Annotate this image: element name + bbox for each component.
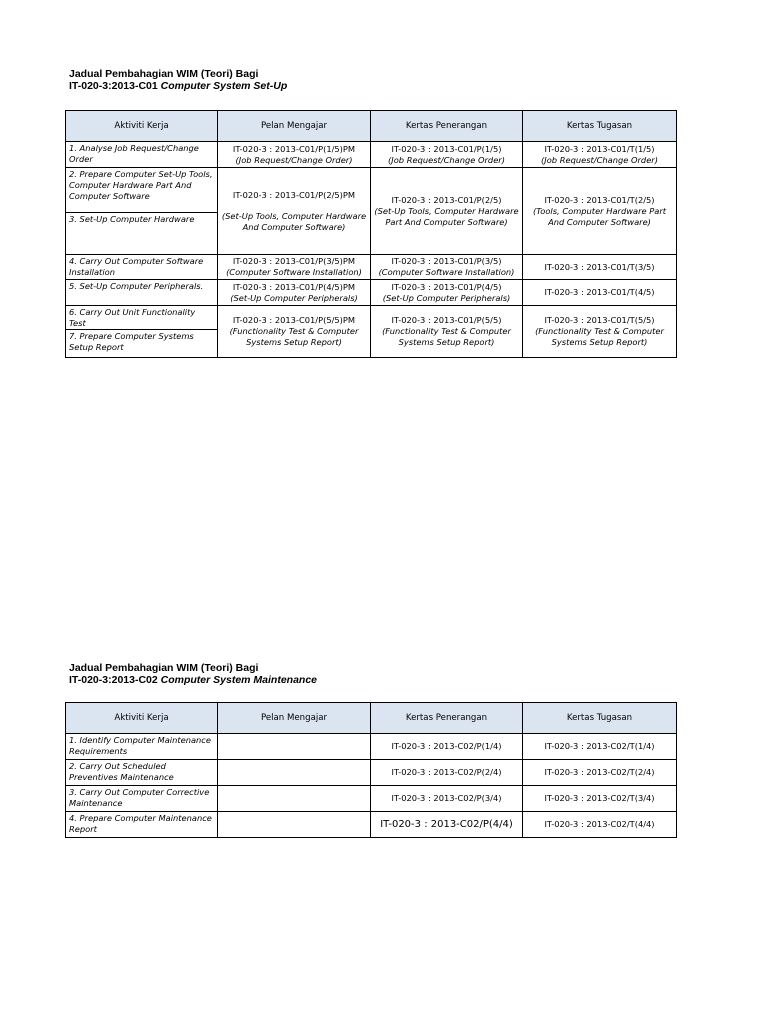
tugasan-code: IT-020-3 : 2013-C01/T(1/5) [544, 143, 655, 154]
pelan-cell [218, 786, 371, 812]
penerangan-cell [371, 168, 523, 255]
activity-cell: 1. Identify Computer Maintenance Requirements [66, 734, 218, 760]
activity-cell: 1. Analyse Job Request/Change Order [66, 142, 218, 168]
pelan-desc: (Job Request/Change Order) [235, 154, 353, 165]
section-1-title: Jadual Pembahagian WIM (Teori) Bagi [69, 68, 259, 80]
penerangan-cell [371, 142, 523, 168]
activity-cell: 4. Prepare Computer Maintenance Report [66, 812, 218, 838]
penerangan-desc: (Set-Up Tools, Computer Hardware Part And Computer Software) [374, 205, 519, 227]
table-header-row [66, 703, 677, 734]
activity-cell: 2. Prepare Computer Set-Up Tools, Computer Hardware Part And Computer Software [66, 168, 218, 213]
penerangan-cell: IT-020-3 : 2013-C02/P(3/4) [371, 786, 523, 812]
tugasan-code: IT-020-3 : 2013-C01/T(2/5) [544, 194, 655, 205]
penerangan-code: IT-020-3 : 2013-C01/P(3/5) [391, 256, 502, 266]
pelan-code: IT-020-3 : 2013-C01/P(4/5)PM [232, 281, 356, 292]
tugasan-cell [523, 168, 677, 255]
penerangan-desc: (Job Request/Change Order) [388, 154, 505, 165]
section-1-table [65, 110, 677, 358]
header-tugasan: Kertas Tugasan [523, 111, 677, 142]
penerangan-desc: (Set-Up Computer Peripherals) [382, 292, 511, 303]
header-aktiviti: Aktiviti Kerja [66, 703, 218, 734]
pelan-cell [218, 306, 371, 358]
tugasan-cell: IT-020-3 : 2013-C02/T(1/4) [523, 734, 677, 760]
tugasan-desc: (Tools, Computer Hardware Part And Computer Software) [533, 205, 666, 227]
table-row [66, 760, 677, 786]
penerangan-code: IT-020-3 : 2013-C01/P(5/5) [391, 315, 502, 325]
pelan-desc: (Computer Software Installation) [226, 267, 362, 277]
section-1-subtitle [69, 80, 287, 92]
table-row [66, 786, 677, 812]
tugasan-cell [523, 280, 677, 306]
pelan-cell [218, 760, 371, 786]
penerangan-cell: IT-020-3 : 2013-C02/P(1/4) [371, 734, 523, 760]
section-2-heading [69, 662, 317, 686]
pelan-cell [218, 168, 371, 255]
tugasan-desc: (Functionality Test & Computer Systems Setup Report) [535, 326, 664, 347]
activity-cell: 6. Carry Out Unit Functionality Test [66, 306, 218, 330]
tugasan-code: IT-020-3 : 2013-C01/T(4/5) [544, 287, 655, 297]
pelan-cell [218, 255, 371, 280]
activity-cell: 4. Carry Out Computer Software Installation [66, 255, 218, 280]
table-row [66, 734, 677, 760]
header-aktiviti: Aktiviti Kerja [66, 111, 218, 142]
penerangan-desc: (Functionality Test & Computer Systems Setup Report) [382, 326, 511, 347]
section-1-heading [69, 68, 287, 92]
activity-cell: 3. Carry Out Computer Corrective Maintenance [66, 786, 218, 812]
header-pelan: Pelan Mengajar [218, 111, 371, 142]
penerangan-code: IT-020-3 : 2013-C01/P(1/5) [391, 143, 502, 154]
header-penerangan: Kertas Penerangan [371, 111, 523, 142]
pelan-code: IT-020-3 : 2013-C01/P(1/5)PM [232, 143, 356, 154]
tugasan-code: IT-020-3 : 2013-C01/T(3/5) [544, 261, 655, 272]
section-2-table [65, 702, 677, 838]
pelan-code: IT-020-3 : 2013-C01/P(2/5)PM [232, 189, 356, 200]
activity-cell: 5. Set-Up Computer Peripherals. [66, 280, 218, 306]
table-row [66, 142, 677, 168]
pelan-cell [218, 142, 371, 168]
section-1-name: Computer System Set-Up [160, 80, 288, 92]
header-penerangan: Kertas Penerangan [371, 703, 523, 734]
tugasan-cell: IT-020-3 : 2013-C02/T(2/4) [523, 760, 677, 786]
tugasan-cell [523, 306, 677, 358]
tugasan-cell: IT-020-3 : 2013-C02/T(3/4) [523, 786, 677, 812]
activity-cell: 2. Carry Out Scheduled Preventives Maintenance [66, 760, 218, 786]
penerangan-code: IT-020-3 : 2013-C01/P(2/5) [391, 194, 502, 205]
pelan-desc: (Functionality Test & Computer Systems Setup Report) [229, 326, 359, 347]
pelan-code: IT-020-3 : 2013-C01/P(3/5)PM [232, 256, 356, 266]
penerangan-cell: IT-020-3 : 2013-C02/P(4/4) [371, 812, 523, 838]
table-row [66, 306, 677, 330]
tugasan-cell [523, 142, 677, 168]
section-1-code: IT-020-3:2013-C01 [69, 80, 158, 92]
penerangan-cell [371, 255, 523, 280]
tugasan-cell: IT-020-3 : 2013-C02/T(4/4) [523, 812, 677, 838]
tugasan-cell [523, 255, 677, 280]
header-tugasan: Kertas Tugasan [523, 703, 677, 734]
penerangan-cell: IT-020-3 : 2013-C02/P(2/4) [371, 760, 523, 786]
table-header-row [66, 111, 677, 142]
pelan-cell [218, 812, 371, 838]
pelan-cell [218, 280, 371, 306]
section-2-name: Computer System Maintenance [160, 674, 318, 686]
penerangan-cell [371, 306, 523, 358]
table-row [66, 280, 677, 306]
section-2-title: Jadual Pembahagian WIM (Teori) Bagi [69, 662, 259, 674]
pelan-desc: (Set-Up Computer Peripherals) [230, 292, 358, 303]
section-2-code: IT-020-3:2013-C02 [69, 674, 158, 686]
pelan-code: IT-020-3 : 2013-C01/P(5/5)PM [232, 315, 356, 325]
table-row [66, 812, 677, 838]
pelan-cell [218, 734, 371, 760]
table-row [66, 168, 677, 213]
penerangan-cell [371, 280, 523, 306]
activity-cell: 7. Prepare Computer Systems Setup Report [66, 330, 218, 358]
header-pelan: Pelan Mengajar [218, 703, 371, 734]
tugasan-code: IT-020-3 : 2013-C01/T(5/5) [544, 315, 655, 325]
penerangan-desc: (Computer Software Installation) [378, 267, 515, 277]
pelan-desc: (Set-Up Tools, Computer Hardware And Computer Software) [221, 210, 367, 232]
activity-cell: 3. Set-Up Computer Hardware [66, 213, 218, 255]
table-row [66, 255, 677, 280]
section-2-subtitle [69, 674, 317, 686]
penerangan-code: IT-020-3 : 2013-C01/P(4/5) [391, 281, 502, 292]
tugasan-desc: (Job Request/Change Order) [541, 154, 658, 165]
